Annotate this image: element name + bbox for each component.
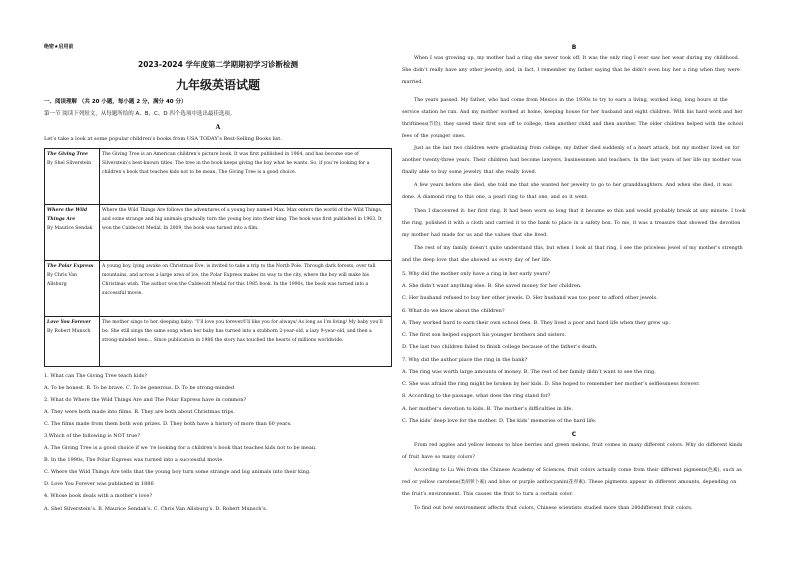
table-row bbox=[45, 205, 392, 261]
book-title: The Giving Tree bbox=[47, 152, 88, 157]
passage-a-intro: Let’s take a look at some popular children’s books from USA TODAY’s Best-Selling Books list. bbox=[44, 136, 282, 142]
question-item: C. The first son helped support his younger brothers and sisters. bbox=[402, 332, 567, 338]
confidential-mark: 绝密★启用前 bbox=[44, 44, 74, 50]
question-item: B. In the 1990s, The Polar Express was turned into a successful movie. bbox=[44, 457, 224, 463]
book-author: By Shel Silverstein bbox=[47, 161, 92, 166]
question-item: C. Her husband refused to buy her other jewels. D. Her husband was too poor to afford other jewels. bbox=[402, 295, 658, 301]
part-heading: 一、阅读理解 （共 20 小题，每小题 2 分，满分 40 分） bbox=[44, 99, 187, 105]
book-author: By Chris Van Allsburg bbox=[47, 273, 77, 287]
question-item: A. The Giving Tree is a good choice if we ’re looking for a children’s book that teaches kids not to be mean. bbox=[44, 445, 317, 451]
question-item: D. The last two children failed to finish college because of the father’s death. bbox=[402, 344, 598, 350]
passage-paragraph: According to Lu Wei from the Chinese Academy of Sciences, fruit colors actually come from their different pigments(色素), such as red or yellow carotene(类胡萝卜素) and blue or purple anthocyanin(花青素). These pigments appear in different amounts, depending on the fruit’s environment. This causes the fruit to turn a certain color. bbox=[402, 468, 742, 497]
passage-paragraph: When I was growing up, my mother had a ring she never took off. It was the only ring I ever saw her wear during my childhood. She didn’t really have any other jewelry, and, in fact, I remember my father saying that he didn’t even buy her a ring when they were married. bbox=[402, 56, 740, 85]
passage-paragraph: Then I discovered it: her first ring. It had been worn so long that it became so thin and would probably break at any minute. I took the ring, polished it with a cloth and carried it to the bank to place in a safety box. To me, it was a treasure that showed the devotion my mother had made for us and the values that she lived. bbox=[402, 209, 746, 238]
section-instruction: 第一节 阅读下列短文，从每题所给的 A、B、C、D 四个选项中选出最佳选项。 bbox=[44, 111, 236, 117]
question-item: A. Shel Silverstein’s. B. Maurice Sendak’s. C. Chris Van Allsburg’s. D. Robert Munsch’s. bbox=[44, 506, 268, 512]
passage-paragraph: From red apples and yellow lemons to blue berries and green melons, fruit comes in many different colors. Why do different kinds of fruit have so many colors? bbox=[402, 443, 743, 460]
books-table bbox=[44, 148, 392, 367]
question-item: C. She was afraid the ring might be broken by her kids. D. She hoped to remember her mother’s selflessness forever. bbox=[402, 381, 700, 387]
question-item: 1. What can The Giving Tree teach kids? bbox=[44, 373, 147, 379]
book-author: By Robert Munsch bbox=[47, 329, 91, 334]
question-item: A. She didn’t want anything else. B. She saved money for her children. bbox=[402, 283, 582, 289]
book-description: The mother sings to her sleeping baby: “I’ll love you forever/I’ll like you for always/ As long as I’m living/ My baby you’ll be. She still sings the same song when her baby has turned into a stubborn 2-year-old, a lazy 9-year-old, and then a strong-minded teen… Since publication in 1986 the story has touched the hearts of millions worldwide. bbox=[100, 317, 392, 367]
question-item: D. Love You Forever was published in 1886 bbox=[44, 481, 154, 487]
question-item: A. They worked hard to earn their own school fees. B. They lived a poor and hard life when they grew up. bbox=[402, 320, 671, 326]
book-author: By Maurice Sendak bbox=[47, 226, 93, 231]
question-item: A. They were both made into films. B. They are both about Christmas trips. bbox=[44, 409, 235, 415]
passage-paragraph: To find out how environment affects fruit colors, Chinese scientists studied more than 280different fruit colors, bbox=[414, 506, 693, 511]
book-description: The Giving Tree is an American children’s picture book. It was first published in 1964, and has become one of Silverstein’s best-known titles. The tree in the book keeps giving the boy what he wants. So, if you’re looking for a children’s book that teaches kids not to be mean, The Giving Tree is a good choice. bbox=[100, 149, 392, 205]
passage-a-label: A bbox=[215, 124, 221, 131]
question-item: A. To be honest. B. To be brave. C. To be generous. D. To be strong-minded bbox=[44, 385, 235, 391]
question-item: A. The ring was worth large amounts of money. B. The rest of her family didn’t want to see the ring. bbox=[402, 369, 656, 375]
exam-title: 2023-2024 学年度第二学期期初学习诊断检测 bbox=[138, 60, 298, 69]
question-item: A. her mother’s devotion to kids. B. The mother’s difficulties in life. bbox=[402, 406, 573, 412]
question-item: 3.Which of the following is NOT true? bbox=[44, 433, 140, 439]
question-item: 2. What do Where the Wild Things Are and The Polar Express have in common? bbox=[44, 397, 247, 403]
book-description: Where the Wild Things Are follows the adventures of a young boy named Max. Max enters the world of the Wild Things, and some strange and big animals gradually turn the young boy into their king. The book was first published in 1963. It won the Caldecott Medal. In 2009, the book was turned into a film. bbox=[100, 205, 392, 261]
question-item: 4. Whose book deals with a mother’s love? bbox=[44, 493, 152, 499]
book-title: The Polar Express bbox=[47, 264, 94, 269]
question-item: 7. Why did the author place the ring in the bank? bbox=[402, 357, 528, 363]
book-title: Where the Wild Things Are bbox=[47, 208, 88, 222]
table-row bbox=[45, 261, 392, 317]
passage-b-label: B bbox=[571, 44, 577, 51]
question-item: 5. Why did the mother only have a ring in her early years? bbox=[402, 271, 551, 277]
question-item: C. The films made from them both won prizes. D. They both have a history of more than 60 years. bbox=[44, 421, 292, 427]
passage-c-label: C bbox=[571, 431, 577, 438]
table-row bbox=[45, 149, 392, 205]
table-row bbox=[45, 317, 392, 367]
question-item: C. The kids’ deep love for the mother. D. The kids’ memories of the hard life. bbox=[402, 418, 597, 424]
question-item: 6. What do we know about the children? bbox=[402, 308, 505, 314]
book-description: A young boy, lying awake on Christmas Eve, is invited to take a trip to the North Pole. Through dark forests, over tall mountains, and across a large area of ice, the Polar Express makes its way to the city, where the boy will make his Christmas wish. The author won the Caldecott Medal for this 1985 book. In the 1990s, the book was turned into a successful movie. bbox=[100, 261, 392, 317]
passage-paragraph: A few years before she died, she told me that she wanted her jewelry to go to her granddaughters. And when she died, it was done. A diamond ring to this one, a pearl ring to that one, and so it went. bbox=[402, 183, 732, 200]
book-title: Love You Forever bbox=[47, 320, 91, 325]
subject-title: 九年级英语试题 bbox=[175, 78, 260, 92]
passage-paragraph: The rest of my family doesn’t quite understand this, but when I look at that ring, I see the priceless jewel of my mother’s strength and the deep love that she showed us every day of her life. bbox=[402, 246, 743, 263]
question-item: C. Where the Wild Things Are tells that the young boy turn some strange and big animals into their king. bbox=[44, 469, 311, 475]
passage-paragraph: Just as the last two children were graduating from college, my father died suddenly of a heart attack, but my mother lived on for another twenty-three years. Their children had become lawyers, businessmen and teachers. In the last years of her life my mother was finally able to buy some jewelry that she really loved. bbox=[402, 146, 742, 175]
question-item: 8. According to the passage, what does the ring stand for? bbox=[402, 393, 551, 399]
passage-paragraph: The years passed. My father, who had come from Mexico in the 1930s to try to earn a living, worked long, long hours at the service station he ran. And my mother worked at home, keeping house for her husband and eight children. With his hard work and her thriftiness(节俭), they saved their first son off to college, then another child and then another. The older children helped with the school fees of the younger ones. bbox=[402, 98, 744, 139]
